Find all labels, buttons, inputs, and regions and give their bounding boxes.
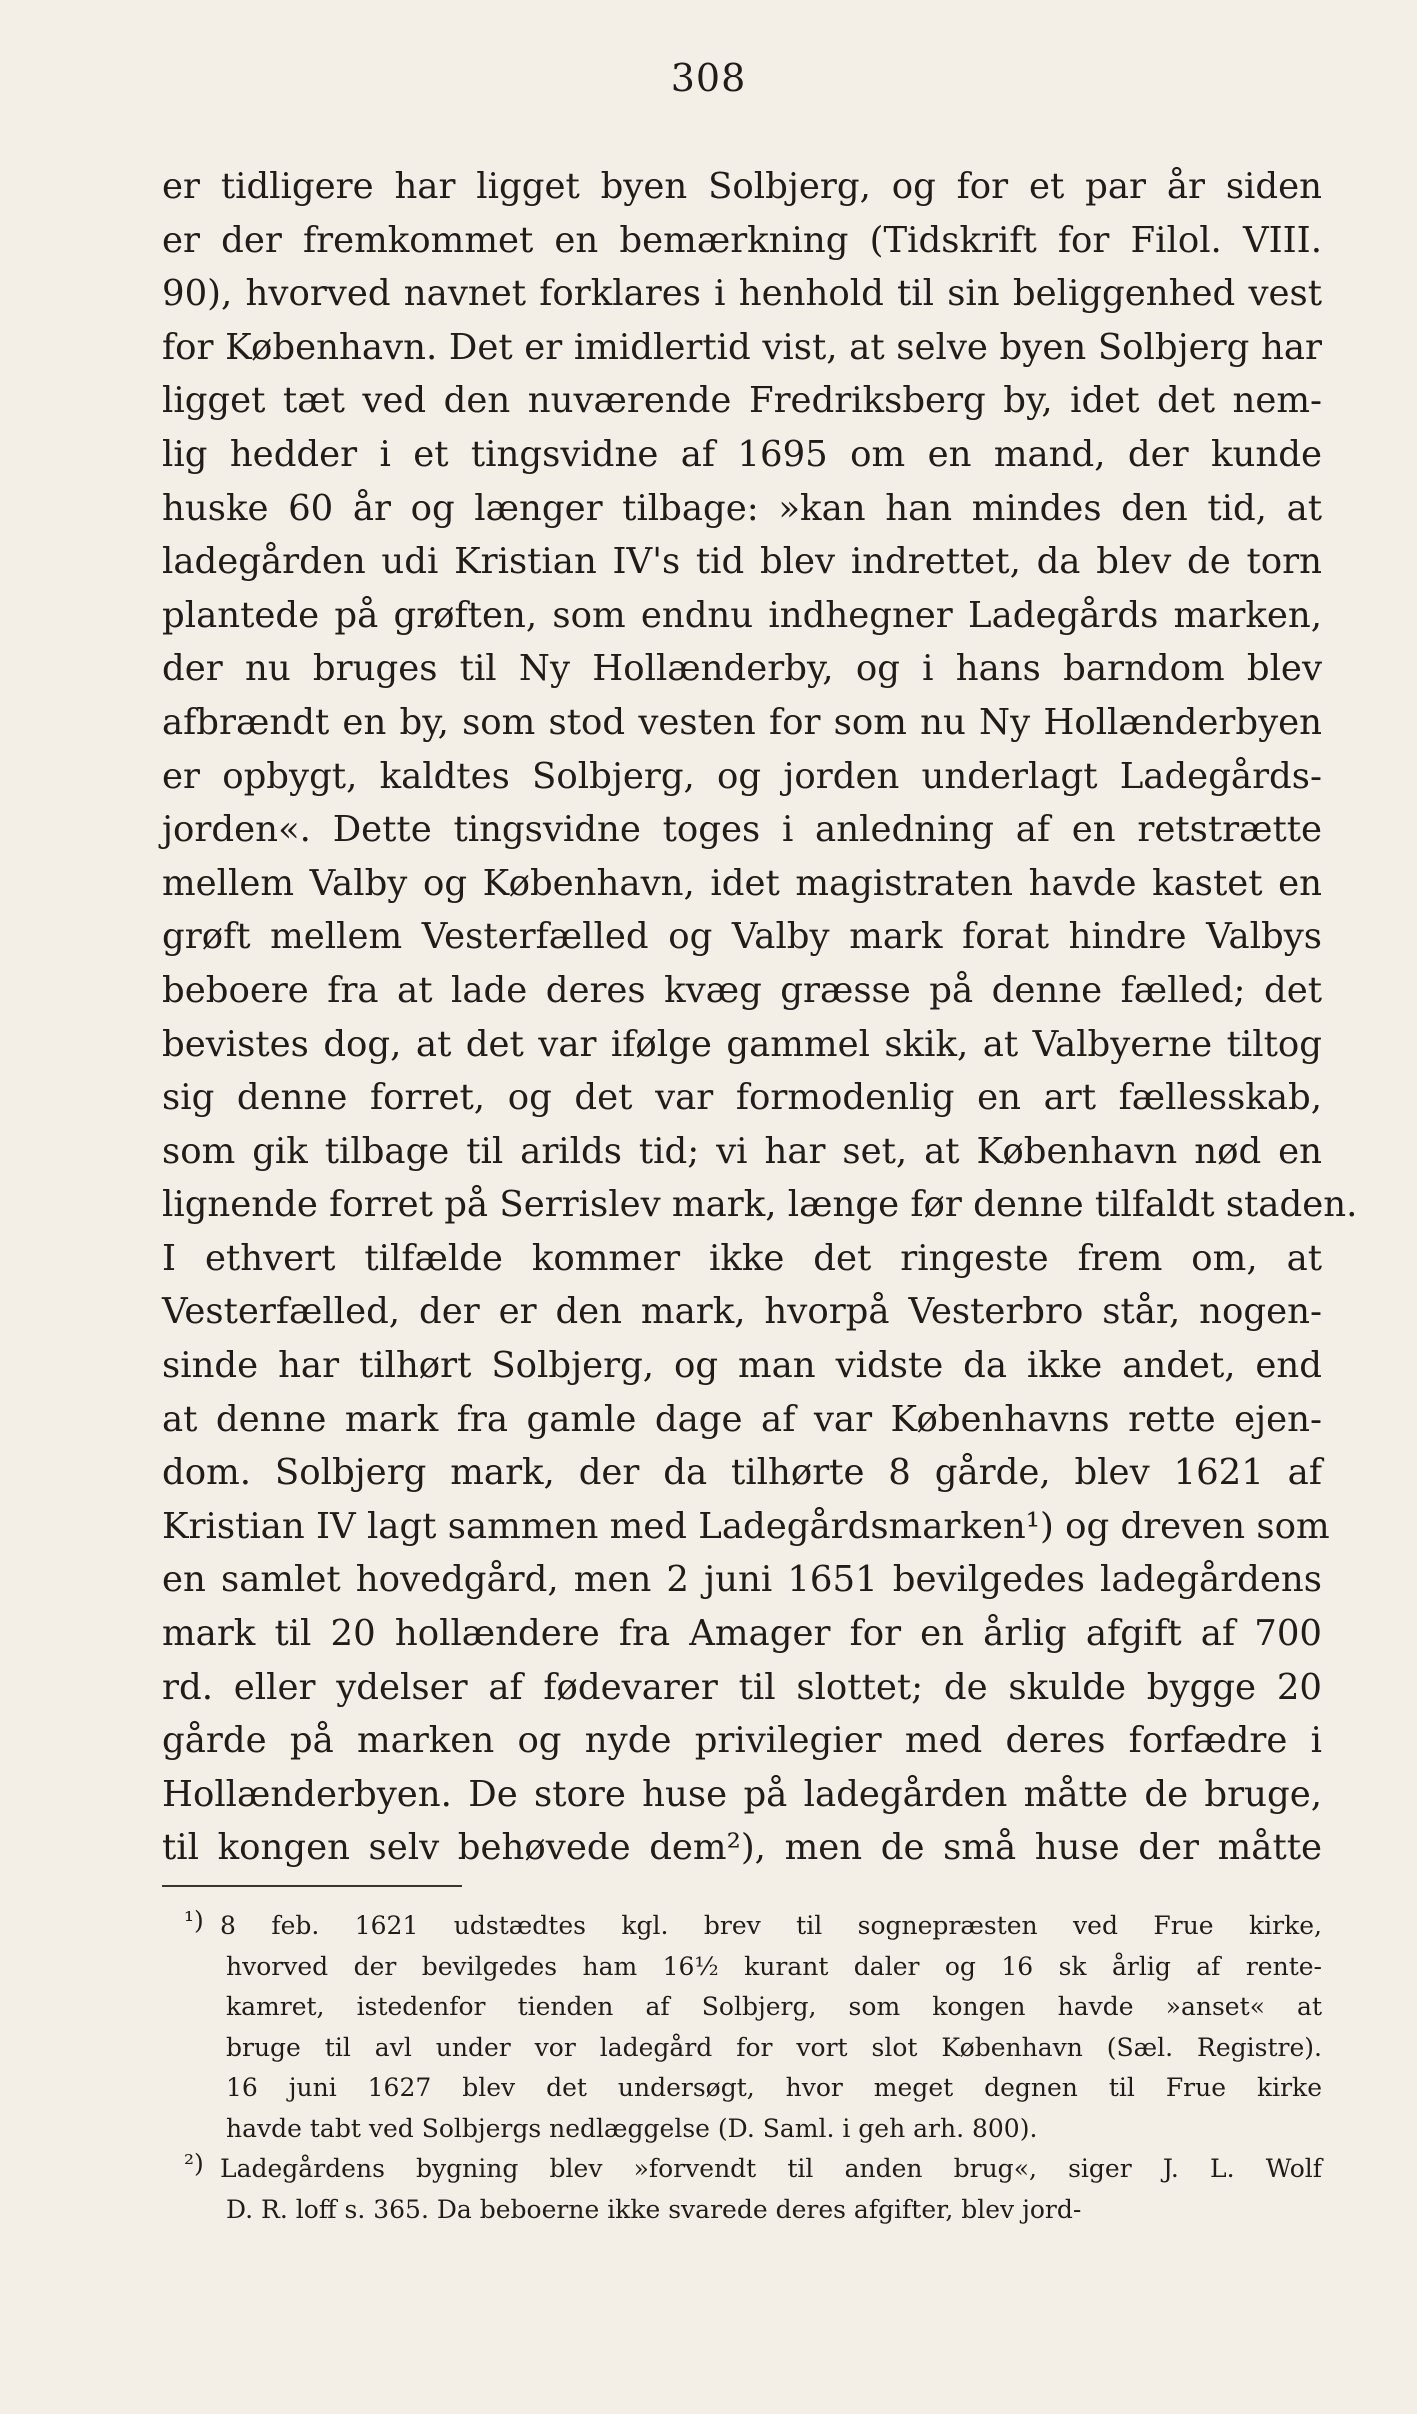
footnote-line: havde tabt ved Solbjergs nedlæggelse (D. Saml. i geh arh. 800). — [226, 2113, 1038, 2143]
footnote-rule — [162, 1885, 462, 1887]
text-line: er der fremkommet en bemærkning (Tidskrift for Filol. VIII. — [162, 219, 1322, 261]
footnote-line: bruge til avl under vor ladegård for vort slot København (Sæl. Registre). — [226, 2032, 1322, 2062]
text-line: 90), hvorved navnet forklares i henhold til sin beliggenhed vest — [162, 273, 1322, 315]
text-line: som gik tilbage til arilds tid; vi har set, at København nød en — [162, 1130, 1322, 1172]
text-line: Kristian IV lagt sammen med Ladegårdsmarken¹) og dreven som — [162, 1505, 1330, 1547]
text-line: Vesterfælled, der er den mark, hvorpå Vesterbro står, nogen- — [162, 1291, 1322, 1333]
footnote-1 — [162, 1906, 1322, 2149]
text-line: jorden«. Dette tingsvidne toges i anledning af en retstrætte — [162, 809, 1322, 851]
text-line: der nu bruges til Ny Hollænderby, og i hans barndom blev — [162, 648, 1322, 690]
text-line: huske 60 år og længer tilbage: »kan han mindes den tid, at — [162, 487, 1322, 529]
text-line: mark til 20 hollændere fra Amager for en årlig afgift af 700 — [162, 1613, 1322, 1655]
text-line: at denne mark fra gamle dage af var Københavns rette ejen- — [162, 1398, 1322, 1440]
text-line: ligget tæt ved den nuværende Fredriksberg by, idet det nem- — [162, 380, 1322, 422]
text-line: mellem Valby og København, idet magistraten havde kastet en — [162, 862, 1322, 904]
text-line: til kongen selv behøvede dem²), men de små huse der måtte — [162, 1827, 1322, 1869]
text-line: gårde på marken og nyde privilegier med deres forfædre i — [162, 1720, 1322, 1762]
footnotes — [162, 1906, 1322, 2230]
footnote-marker-1: ¹) — [184, 1906, 204, 1935]
text-line: bevistes dog, at det var ifølge gammel skik, at Valbyerne tiltog — [162, 1023, 1322, 1065]
footnote-line: hvorved der bevilgedes ham 16½ kurant daler og 16 sk årlig af rente- — [226, 1951, 1322, 1981]
text-line: sig denne forret, og det var formodenlig en art fællesskab, — [162, 1077, 1322, 1119]
footnote-line: Ladegårdens bygning blev »forvendt til anden brug«, siger J. L. Wolf — [220, 2154, 1322, 2183]
text-line: beboere fra at lade deres kvæg græsse på denne fælled; det — [162, 969, 1322, 1011]
text-line: lig hedder i et tingsvidne af 1695 om en mand, der kunde — [162, 433, 1322, 475]
text-line: er opbygt, kaldtes Solbjerg, og jorden underlagt Ladegårds- — [162, 755, 1322, 797]
text-line: afbrændt en by, som stod vesten for som nu Ny Hollænderbyen — [162, 701, 1322, 743]
text-line: dom. Solbjerg mark, der da tilhørte 8 gårde, blev 1621 af — [162, 1452, 1322, 1494]
body-text — [162, 160, 1358, 1875]
footnote-line: 16 juni 1627 blev det undersøgt, hvor meget degnen til Frue kirke — [226, 2073, 1322, 2102]
text-line: plantede på grøften, som endnu indhegner Ladegårds marken, — [162, 594, 1322, 636]
footnote-line: D. R. loff s. 365. Da beboerne ikke svarede deres afgifter, blev jord- — [226, 2194, 1082, 2224]
text-line: grøft mellem Vesterfælled og Valby mark forat hindre Valbys — [162, 916, 1322, 958]
footnote-line: kamret, istedenfor tienden af Solbjerg, som kongen havde »anset« at — [226, 1992, 1322, 2021]
text-line: rd. eller ydelser af fødevarer til slottet; de skulde bygge 20 — [162, 1666, 1322, 1708]
text-line: Hollænderbyen. De store huse på ladegården måtte de bruge, — [162, 1773, 1322, 1815]
text-line: en samlet hovedgård, men 2 juni 1651 bevilgedes ladegårdens — [162, 1559, 1322, 1601]
text-line: er tidligere har ligget byen Solbjerg, og for et par år siden — [162, 166, 1322, 207]
footnote-2 — [162, 2149, 1322, 2230]
page-number: 308 — [670, 56, 747, 100]
text-line: for København. Det er imidlertid vist, at selve byen Solbjerg har — [162, 326, 1322, 368]
text-line: I ethvert tilfælde kommer ikke det ringeste frem om, at — [162, 1237, 1322, 1279]
text-line: ladegården udi Kristian IV's tid blev indrettet, da blev de torn — [162, 541, 1322, 583]
text-line: lignende forret på Serrislev mark, længe før denne tilfaldt staden. — [162, 1184, 1358, 1226]
footnote-line: 8 feb. 1621 udstædtes kgl. brev til sognepræsten ved Frue kirke, — [220, 1911, 1322, 1940]
text-line: sinde har tilhørt Solbjerg, og man vidste da ikke andet, end — [162, 1345, 1322, 1387]
footnote-marker-2: ²) — [184, 2149, 204, 2178]
